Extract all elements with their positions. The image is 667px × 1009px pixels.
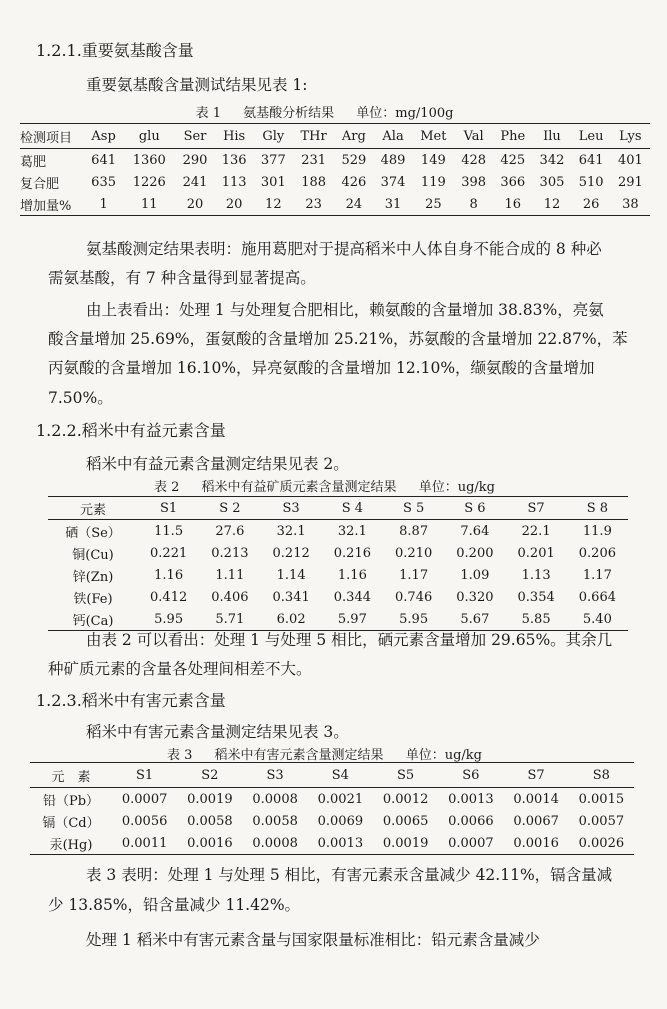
table-title: 氨基酸分析结果 xyxy=(243,106,335,121)
table-cell: 8 xyxy=(469,196,478,212)
table-cell: 0.0013 xyxy=(448,791,494,807)
table-cell: 0.0067 xyxy=(513,813,559,829)
table-cell: 6.02 xyxy=(276,611,306,627)
header-cell: S 4 xyxy=(322,497,383,520)
header-cell: S7 xyxy=(504,763,569,788)
table-cell: 0.221 xyxy=(150,545,188,561)
table-row xyxy=(30,788,634,811)
table-cell: 25 xyxy=(425,196,442,212)
table-cell: 1.16 xyxy=(154,567,184,583)
table-cell: 0.200 xyxy=(456,545,494,561)
table-cell: 377 xyxy=(260,152,286,168)
table-cell: 0.0026 xyxy=(578,835,625,851)
table-cell: 11 xyxy=(141,196,158,212)
table-cell: 0.746 xyxy=(395,589,433,605)
table-cell: 1.09 xyxy=(460,567,490,583)
table-cell: 0.201 xyxy=(517,545,555,561)
table-cell: 428 xyxy=(461,152,487,168)
table-cell: 23 xyxy=(305,196,322,212)
table-caption xyxy=(0,102,667,121)
paragraph-line: 表 3 表明：处理 1 与处理 5 相比，有害元素汞含量减少 42.11%，镉含量减 xyxy=(86,866,613,884)
header-cell: Ilu xyxy=(532,124,571,149)
row-label: 钙(Ca) xyxy=(72,613,114,629)
table-cell: 1.16 xyxy=(337,567,367,583)
table-cell: 1 xyxy=(99,196,108,212)
table-cell: 231 xyxy=(301,152,327,168)
table-cell: 0.0019 xyxy=(382,835,429,851)
table-cell: 119 xyxy=(420,174,446,190)
table-row xyxy=(48,564,628,586)
table-cell: 489 xyxy=(380,152,406,168)
table-cell: 425 xyxy=(500,152,526,168)
table-header-row xyxy=(48,497,628,520)
table-header-row xyxy=(30,763,634,788)
table-cell: 0.406 xyxy=(211,589,249,605)
table-cell: 113 xyxy=(221,174,247,190)
paragraph-line: 酸含量增加 25.69%，蛋氨酸的含量增加 25.21%，苏氨酸的含量增加 22.87%，苯 xyxy=(48,330,628,348)
header-cell: Met xyxy=(413,124,454,149)
table-cell: 0.0016 xyxy=(513,835,559,851)
table-cell: 7.64 xyxy=(460,523,490,539)
header-cell: S 5 xyxy=(383,497,444,520)
header-cell: Asp xyxy=(84,124,123,149)
table-cell: 20 xyxy=(225,196,243,212)
header-cell: 元 素 xyxy=(30,763,112,788)
table-cell: 1.13 xyxy=(521,567,551,583)
section-intro: 稻米中有益元素含量测定结果见表 2。 xyxy=(86,455,349,473)
header-cell: S5 xyxy=(373,763,438,788)
table-cell: 635 xyxy=(91,174,116,190)
table-number: 表 1 xyxy=(195,106,221,121)
table-cell: 5.40 xyxy=(582,611,612,627)
table-cell: 11.9 xyxy=(582,523,612,539)
table-unit: 单位：mg/100g xyxy=(356,106,454,121)
header-cell: S3 xyxy=(243,763,308,788)
table-cell: 0.344 xyxy=(333,589,371,605)
table-cell: 1.17 xyxy=(399,567,429,583)
row-label: 汞(Hg) xyxy=(49,837,93,853)
table-cell: 24 xyxy=(345,196,363,212)
table-cell: 0.0069 xyxy=(317,813,364,829)
table-cell: 0.0012 xyxy=(382,791,429,807)
table-cell: 0.341 xyxy=(272,589,310,605)
table-cell: 12 xyxy=(543,196,561,212)
table-row xyxy=(20,171,650,193)
header-cell: S 6 xyxy=(444,497,505,520)
header-cell: S1 xyxy=(112,763,177,788)
table-cell: 291 xyxy=(617,174,643,190)
table-cell: 0.664 xyxy=(578,589,616,605)
header-cell: Phe xyxy=(493,124,532,149)
header-cell: S 8 xyxy=(567,497,628,520)
header-cell: S3 xyxy=(261,497,322,520)
table-cell: 241 xyxy=(182,174,208,190)
table-cell: 5.67 xyxy=(460,611,490,627)
table-cell: 0.210 xyxy=(395,545,433,561)
table-cell: 366 xyxy=(500,174,526,190)
table-cell: 26 xyxy=(582,196,600,212)
table-cell: 0.0057 xyxy=(578,813,625,829)
header-cell: Leu xyxy=(572,124,611,149)
table-cell: 1.14 xyxy=(276,567,306,583)
table-cell: 510 xyxy=(578,174,604,190)
harmful-elements-table xyxy=(30,762,634,855)
section-heading-beneficial-elements: 1.2.2.稻米中有益元素含量 xyxy=(36,421,226,440)
table-cell: 0.0021 xyxy=(317,791,364,807)
table-cell: 0.0008 xyxy=(252,835,298,851)
table-cell: 0.0058 xyxy=(187,813,233,829)
header-cell: Ala xyxy=(373,124,412,149)
table-cell: 0.0007 xyxy=(121,791,168,807)
row-label: 铁(Fe) xyxy=(73,591,113,607)
table-caption xyxy=(0,744,667,763)
table-number: 表 3 xyxy=(167,748,193,763)
table-row xyxy=(20,193,650,216)
table-cell: 5.95 xyxy=(399,611,429,627)
table-cell: 1360 xyxy=(132,152,166,168)
header-cell: His xyxy=(215,124,254,149)
header-cell: Lys xyxy=(611,124,650,149)
table-caption xyxy=(0,476,667,495)
amino-acid-table xyxy=(20,123,650,216)
header-cell: S1 xyxy=(138,497,199,520)
row-label: 复合肥 xyxy=(20,176,60,192)
table-cell: 374 xyxy=(380,174,406,190)
table-cell: 0.0058 xyxy=(252,813,298,829)
table-cell: 0.0014 xyxy=(513,791,559,807)
table-cell: 188 xyxy=(301,174,327,190)
table-cell: 5.71 xyxy=(215,611,245,627)
row-label: 锌(Zn) xyxy=(72,569,114,585)
table-cell: 0.354 xyxy=(517,589,555,605)
header-cell: S 2 xyxy=(199,497,260,520)
table-title: 稻米中有害元素含量测定结果 xyxy=(214,748,384,763)
table-cell: 0.0019 xyxy=(187,791,233,807)
table-cell: 5.95 xyxy=(154,611,184,627)
paragraph-line: 氨基酸测定结果表明：施用葛肥对于提高稻米中人体自身不能合成的 8 种必 xyxy=(86,240,602,258)
section-heading-harmful-elements: 1.2.3.稻米中有害元素含量 xyxy=(36,691,226,710)
table-cell: 1226 xyxy=(132,174,166,190)
table-cell: 32.1 xyxy=(337,523,367,539)
table-cell: 0.213 xyxy=(211,545,249,561)
paragraph-line: 需氨基酸，有 7 种含量得到显著提高。 xyxy=(48,269,316,287)
table-row xyxy=(30,832,634,855)
row-label: 镉（Cd） xyxy=(42,815,100,831)
table-cell: 0.320 xyxy=(456,589,494,605)
section-intro: 重要氨基酸含量测试结果见表 1: xyxy=(86,76,308,94)
header-cell: Ser xyxy=(175,124,214,149)
table-unit: 单位：ug/kg xyxy=(418,480,495,495)
row-label: 硒（Se） xyxy=(65,525,121,541)
table-cell: 1.11 xyxy=(215,567,245,583)
table-cell: 305 xyxy=(539,174,565,190)
paragraph-line: 丙氨酸的含量增加 16.10%，异亮氨酸的含量增加 12.10%，缬氨酸的含量增加 xyxy=(48,359,595,377)
table-cell: 11.5 xyxy=(154,523,184,539)
table-cell: 136 xyxy=(221,152,247,168)
section-heading-amino-acids: 1.2.1.重要氨基酸含量 xyxy=(36,41,194,60)
table-row xyxy=(48,520,628,543)
table-cell: 0.412 xyxy=(150,589,188,605)
table-cell: 342 xyxy=(539,152,565,168)
section-intro: 稻米中有害元素含量测定结果见表 3。 xyxy=(86,723,349,741)
table-cell: 290 xyxy=(182,152,208,168)
table-cell: 22.1 xyxy=(521,523,551,539)
header-cell: S8 xyxy=(569,763,634,788)
table-cell: 31 xyxy=(384,196,402,212)
table-cell: 0.0066 xyxy=(448,813,494,829)
header-cell: S7 xyxy=(506,497,567,520)
table-cell: 20 xyxy=(186,196,204,212)
table-cell: 641 xyxy=(91,152,116,168)
table-cell: 0.216 xyxy=(333,545,371,561)
table-cell: 0.0008 xyxy=(252,791,298,807)
paragraph-line: 处理 1 稻米中有害元素含量与国家限量标准相比：铅元素含量减少 xyxy=(86,931,540,949)
table-cell: 0.0056 xyxy=(121,813,168,829)
header-cell: THr xyxy=(293,124,334,149)
table-cell: 5.85 xyxy=(521,611,551,627)
table-cell: 0.0016 xyxy=(187,835,233,851)
table-cell: 8.87 xyxy=(399,523,429,539)
table-row xyxy=(20,149,650,172)
table-cell: 27.6 xyxy=(215,523,245,539)
table-cell: 0.0015 xyxy=(578,791,625,807)
row-label: 铜(Cu) xyxy=(72,547,114,563)
header-cell: S6 xyxy=(438,763,503,788)
paragraph-line: 种矿质元素的含量各处理间相差不大。 xyxy=(48,660,312,678)
table-row xyxy=(30,810,634,832)
table-cell: 1.17 xyxy=(582,567,612,583)
paragraph-line: 7.50%。 xyxy=(48,389,113,407)
header-cell: 检测项目 xyxy=(20,124,84,149)
table-cell: 529 xyxy=(341,152,367,168)
table-cell: 0.212 xyxy=(272,545,310,561)
table-cell: 0.0011 xyxy=(121,835,168,851)
table-cell: 0.0065 xyxy=(382,813,429,829)
header-cell: S4 xyxy=(308,763,373,788)
table-cell: 149 xyxy=(420,152,446,168)
table-cell: 38 xyxy=(622,196,639,212)
table-row xyxy=(48,586,628,608)
table-cell: 426 xyxy=(341,174,367,190)
table-header-row xyxy=(20,124,650,149)
paragraph-line: 少 13.85%，铅含量减少 11.42%。 xyxy=(48,896,301,914)
table-cell: 32.1 xyxy=(276,523,306,539)
table-unit: 单位：ug/kg xyxy=(405,748,482,763)
table-cell: 12 xyxy=(265,196,282,212)
header-cell: glu xyxy=(123,124,175,149)
table-cell: 641 xyxy=(578,152,604,168)
table-number: 表 2 xyxy=(154,480,180,495)
table-cell: 0.0007 xyxy=(448,835,494,851)
row-label: 增加量% xyxy=(20,198,72,214)
row-label: 葛肥 xyxy=(20,154,47,170)
header-cell: Gly xyxy=(254,124,293,149)
paragraph-line: 由上表看出：处理 1 与处理复合肥相比，赖氨酸的含量增加 38.83%，亮氨 xyxy=(86,301,604,319)
table-cell: 401 xyxy=(617,152,643,168)
header-cell: Val xyxy=(454,124,493,149)
table-cell: 16 xyxy=(504,196,522,212)
table-cell: 0.206 xyxy=(578,545,616,561)
table-row xyxy=(48,542,628,564)
header-cell: Arg xyxy=(334,124,373,149)
table-cell: 301 xyxy=(260,174,286,190)
table-cell: 5.97 xyxy=(337,611,367,627)
table-cell: 0.0013 xyxy=(317,835,364,851)
table-cell: 398 xyxy=(461,174,487,190)
table-title: 稻米中有益矿质元素含量测定结果 xyxy=(201,480,397,495)
header-cell: S2 xyxy=(177,763,242,788)
row-label: 铅（Pb） xyxy=(42,793,100,809)
paragraph-line: 由表 2 可以看出：处理 1 与处理 5 相比，硒元素含量增加 29.65%。其余几 xyxy=(86,631,613,649)
beneficial-elements-table xyxy=(48,496,628,631)
header-cell: 元素 xyxy=(48,497,138,520)
